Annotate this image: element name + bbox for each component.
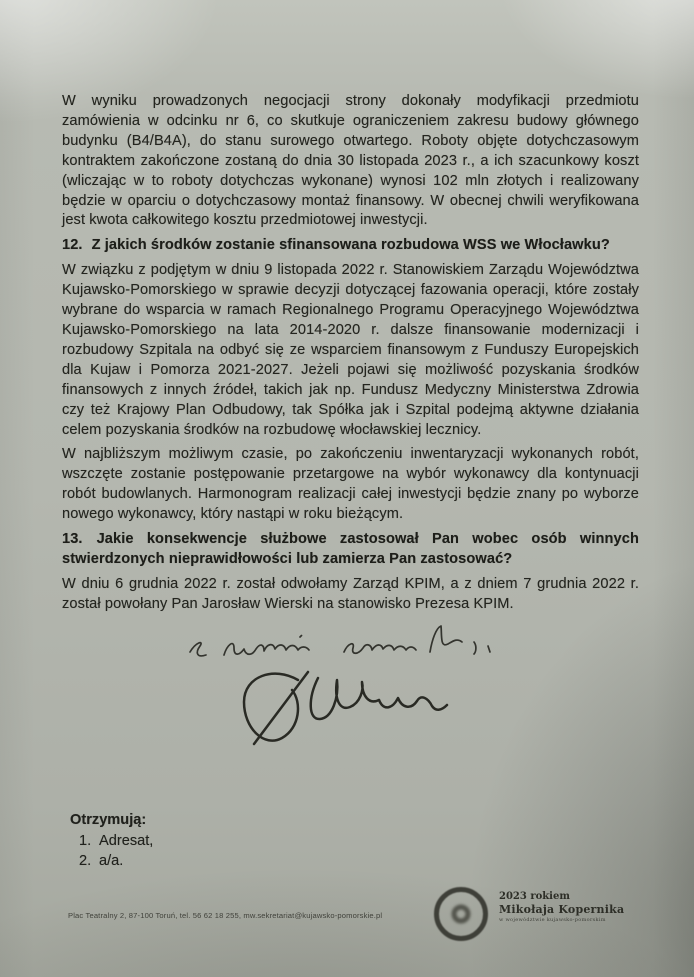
stamp-year-line: 2023 rokiem [499,891,570,902]
distribution-item-2 [70,851,153,872]
stamp-subtitle-line: w województwie kujawsko-pomorskim [499,917,606,923]
distribution-list [70,810,153,872]
distribution-item-1-number: 1. [79,832,92,849]
question-13-heading [62,530,639,570]
distribution-item-2-text: a/a. [99,853,124,869]
question-12-text: Z jakich środków zostanie sfinansowana rozbudowa WSS we Włocławku? [91,237,610,254]
distribution-item-1-text: Adresat, [99,832,154,849]
question-13-text: Jakie konsekwencje służbowe zastosował Pan wobec osób winnych stwierdzonych nieprawidłowości lub zamierza Pan zastosować? [62,531,639,567]
letter-body [62,92,639,620]
paragraph-funding-sources: W związku z podjętym w dniu 9 listopada 2022 r. Stanowiskiem Zarządu Województwa Kujawsko-Pomorskiego w sprawie decyzji dotyczącej fazowania operacji, które zostały wybrane do wsparcia w ramach Regionalnego Programu Operacyjnego Województwa Kujawsko-Pomorskiego na lata 2014-2020 r. dalsze finansowanie modernizacji i rozbudowy Szpitala na odbyć się ze wsparciem finansowym z Funduszy Europejskich dla Kujaw i Pomorza 2021-2027. Jeżeli pojawi się możliwość pozyskania środków finansowych z innych źródeł, takich jak np. Fundusz Medyczny Ministerstwa Zdrowia czy też Krajowy Plan Odbudowy, tak Spółka jak i Szpital podejmą aktywne działania celem pozyskania środków na rozbudowę włocławskiej lecznicy. [62,262,639,438]
copernicus-stamp-text [499,891,624,923]
stamp-name-line: Mikołaja Kopernika [499,903,625,916]
paragraph-board-change: W dniu 6 grudnia 2022 r. został odwołamy Zarząd KPIM, a z dniem 7 grudnia 2022 r. został powołany Pan Jarosław Wierski na stanowisko Prezesa KPIM. [62,575,639,612]
distribution-label: Otrzymują: [70,812,147,828]
paragraph-negotiations: W wyniku prowadzonych negocjacji strony dokonały modyfikacji przedmiotu zamówienia w odcinku nr 6, co skutkuje ograniczeniem zakresu budowy głównego budynku (B4/B4A), do stanu surowego otwartego. Roboty objęte dotychczasowym kontraktem zakończone zostaną do dnia 30 listopada 2023 r., a ich szacunkowy koszt (wliczając w to roboty dotychczas wykonane) wynosi 102 mln złotych i realizowany będzie w oparciu o dotychczasowy montaż finansowy. W obecnej chwili weryfikowana jest kwota całkowitego kosztu przedmiotowej inwestycji. [62,93,639,229]
paragraph-tender-plan: W najbliższym możliwym czasie, po zakończeniu inwentaryzacji wykonanych robót, wszczęte zostanie postępowanie przetargowe na wybór wykonawcy dla kontynuacji robót budowlanych. Harmonogram realizacji całej inwestycji będzie znany po wyborze nowego wykonawcy, który nastąpi w roku bieżącym. [62,446,639,523]
question-12-heading [62,236,639,256]
handwritten-closing [150,604,500,754]
footer-address: Plac Teatralny 2, 87-100 Toruń, tel. 56 62 18 255, mw.sekretariat@kujawsko-pomorskie.pl [68,911,383,920]
question-12-number: 12. [62,237,83,254]
distribution-item-1 [70,831,153,852]
distribution-item-2-number: 2. [79,853,92,869]
copernicus-emblem-icon [434,887,488,941]
handwritten-note [190,626,490,656]
question-13-number: 13. [62,531,83,548]
signature-scrawl [244,672,447,744]
